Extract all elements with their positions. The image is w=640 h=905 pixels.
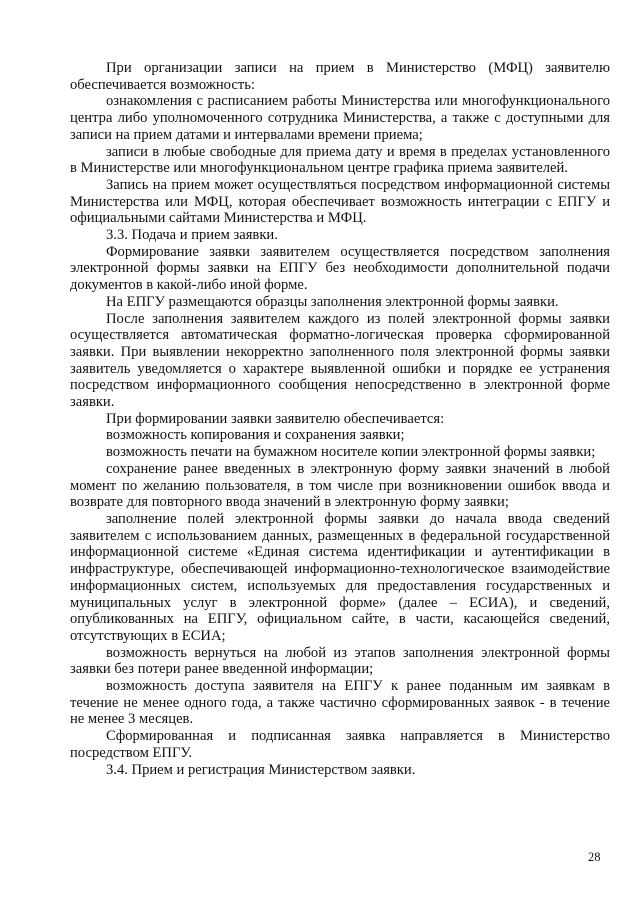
- section-heading: 3.4. Прием и регистрация Министерством заявки.: [106, 761, 416, 778]
- paragraph: заполнение полей электронной формы заявки до начала ввода сведений заявителем с использованием данных, размещенных в федеральной государственной информационной системе «Единая система идентификации и аутентификации в инфраструктуре, обеспечивающей информационно-технологическое взаимодействие информационных систем, используемых для предоставления государственных и муниципальных услуг в электронной форме» (далее – ЕСИА), и сведений, опубликованных на ЕПГУ, официальном сайте, в части, касающейся сведений, отсутствующих в ЕСИА;: [70, 510, 610, 644]
- page-body: [70, 60, 610, 778]
- page-number: 28: [588, 850, 601, 864]
- paragraph: возможность доступа заявителя на ЕПГУ к ранее поданным им заявкам в течение не менее одного года, а также частично сформированных заявок - в течение не менее 3 месяцев.: [70, 678, 610, 728]
- paragraph: сохранение ранее введенных в электронную форму заявки значений в любой момент по желанию пользователя, в том числе при возникновении ошибок ввода и возврате для повторного ввода значений в электронную форму заявки;: [70, 460, 610, 511]
- paragraph: ознакомления с расписанием работы Министерства или многофункционального центра либо уполномоченного сотрудника Министерства, а также с доступными для записи на прием датами и интервалами времени приема;: [70, 93, 610, 143]
- paragraph: записи в любые свободные для приема дату и время в пределах установленного в Министерстве или многофункциональном центре графика приема заявителей.: [70, 143, 610, 177]
- paragraph: Сформированная и подписанная заявка направляется в Министерство посредством ЕПГУ.: [70, 728, 610, 761]
- paragraph: При формировании заявки заявителю обеспечивается:: [106, 410, 445, 427]
- paragraph: Запись на прием может осуществляться посредством информационной системы Министерства или МФЦ, которая обеспечивает возможность интеграции с ЕПГУ и официальными сайтами Министерства и МФЦ.: [70, 176, 610, 227]
- paragraph: возможность вернуться на любой из этапов заполнения электронной формы заявки без потери ранее введенной информации;: [70, 644, 610, 678]
- paragraph: возможность печати на бумажном носителе копии электронной формы заявки;: [106, 444, 596, 461]
- section-heading: 3.3. Подача и прием заявки.: [106, 227, 278, 244]
- paragraph: Формирование заявки заявителем осуществляется посредством заполнения электронной формы заявки на ЕПГУ без необходимости дополнительной подачи документов в какой-либо иной форме.: [70, 243, 610, 294]
- paragraph: На ЕПГУ размещаются образцы заполнения электронной формы заявки.: [106, 293, 559, 310]
- paragraph: При организации записи на прием в Министерство (МФЦ) заявителю обеспечивается возможность:: [70, 60, 610, 93]
- paragraph: После заполнения заявителем каждого из полей электронной формы заявки осуществляется автоматическая форматно-логическая проверка сформированной заявки. При выявлении некорректно заполненного поля электронной формы заявки заявитель уведомляется о характере выявленной ошибки и порядке ее устранения посредством информационного сообщения непосредственно в электронной форме заявки.: [70, 310, 610, 411]
- paragraph: возможность копирования и сохранения заявки;: [106, 427, 405, 444]
